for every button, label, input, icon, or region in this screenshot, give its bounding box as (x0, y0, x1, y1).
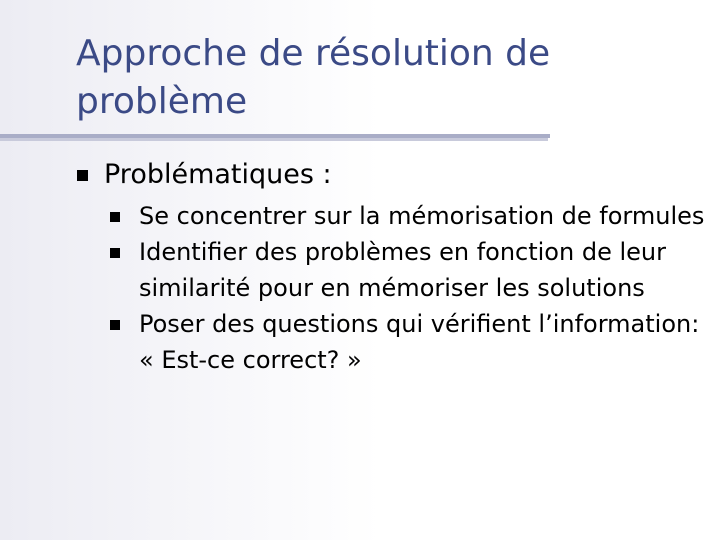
slide-title: Approche de résolution de problème (76, 33, 551, 122)
list-item-text: Se concentrer sur la mémorisation de formules (139, 202, 705, 230)
list-item (106, 306, 706, 378)
list-item-text: Identifier des problèmes en fonction de leur similarité pour en mémoriser les solutions (139, 238, 666, 302)
title-rule (0, 134, 550, 138)
list-item (106, 198, 706, 234)
square-bullet-icon (110, 320, 120, 330)
list-item-text: Poser des questions qui vérifient l’information: « Est-ce correct? » (139, 310, 700, 374)
sub-list (106, 198, 706, 378)
list-item (106, 234, 706, 306)
square-bullet-icon (110, 212, 120, 222)
square-bullet-icon (110, 248, 120, 258)
square-bullet-icon (77, 170, 88, 181)
heading-label: Problématiques : (104, 159, 332, 190)
